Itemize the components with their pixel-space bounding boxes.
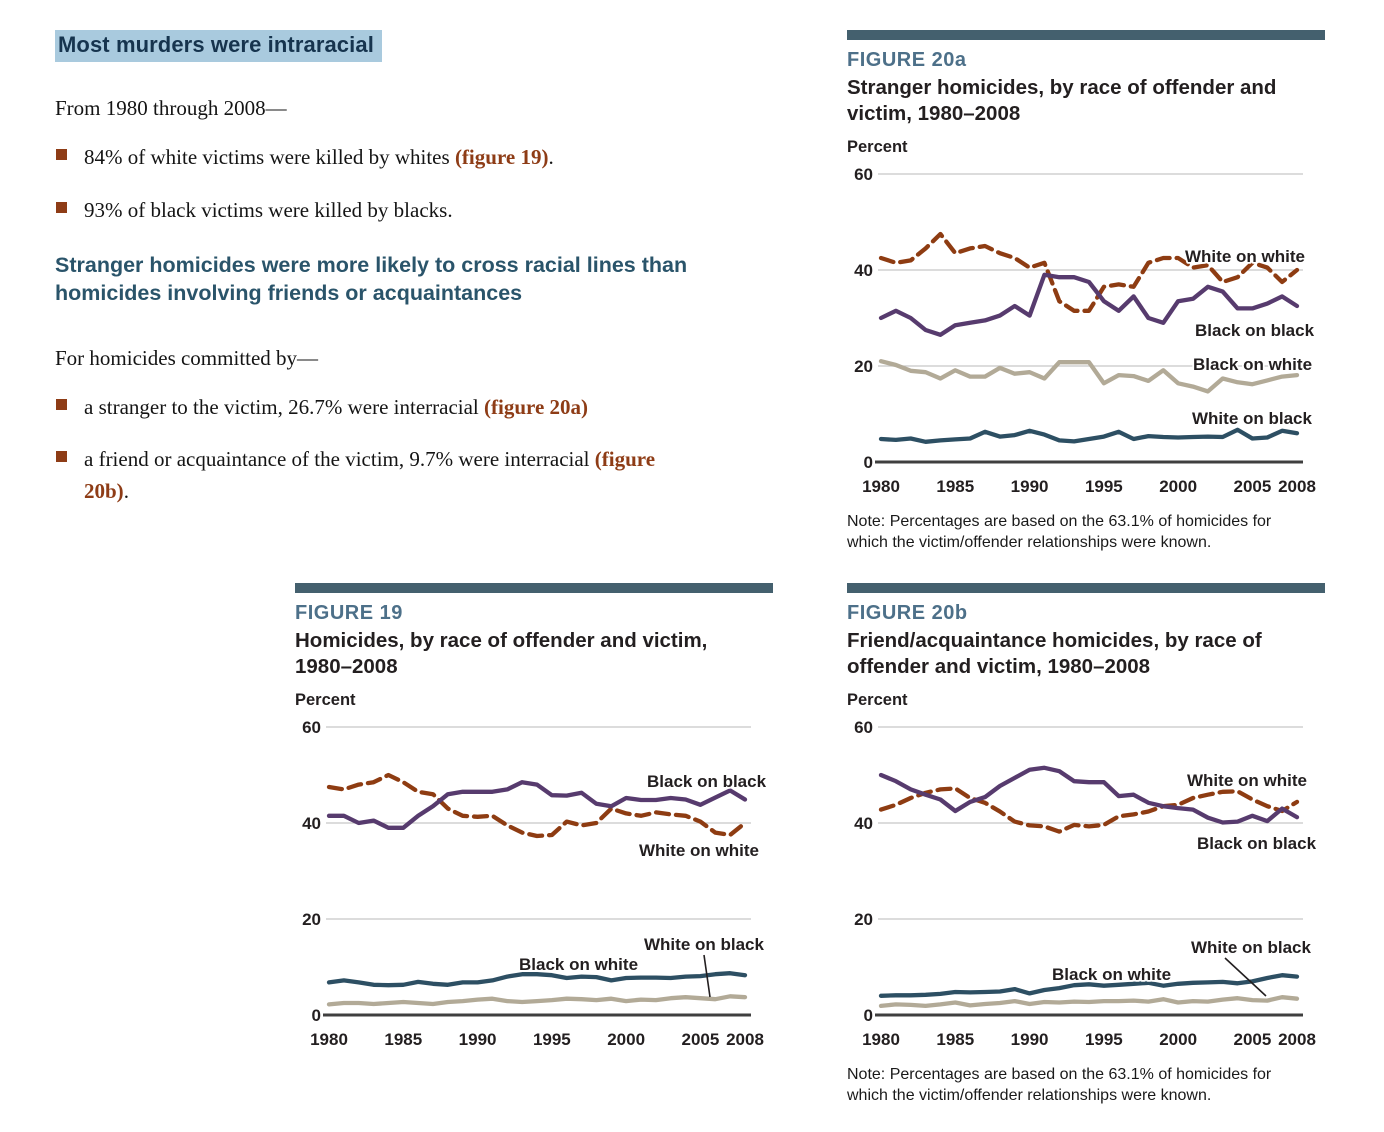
figure-19-label: FIGURE 19 bbox=[295, 602, 403, 624]
bullet-square-icon bbox=[56, 451, 67, 462]
bullet-item-stranger bbox=[55, 392, 715, 424]
figure-19-chart bbox=[295, 715, 773, 1062]
y-axis-label: Percent bbox=[847, 137, 908, 156]
svg-text:1995: 1995 bbox=[1084, 1029, 1123, 1049]
figure-19-ref[interactable]: (figure 19) bbox=[454, 145, 549, 169]
bullet-square-icon bbox=[56, 202, 67, 213]
bullet-text bbox=[84, 392, 588, 424]
svg-text:40: 40 bbox=[302, 813, 321, 833]
svg-text:Black on black: Black on black bbox=[1197, 833, 1317, 853]
figure-20b-ref[interactable]: (figure 20b) bbox=[84, 447, 656, 503]
bullet-text: 93% of black victims were killed by blacks. bbox=[84, 197, 453, 222]
bullet-item-friend bbox=[55, 444, 715, 507]
section-heading bbox=[55, 30, 767, 62]
svg-text:1985: 1985 bbox=[384, 1029, 423, 1049]
figure-20a-title: Stranger homicides, by race of offender and victim, 1980–2008 bbox=[847, 76, 1277, 125]
svg-text:1985: 1985 bbox=[936, 1029, 975, 1049]
svg-text:40: 40 bbox=[854, 260, 873, 280]
second-paragraph: For homicides committed by— bbox=[55, 345, 319, 370]
y-axis-label: Percent bbox=[847, 690, 908, 709]
svg-text:Black on black: Black on black bbox=[647, 771, 767, 791]
svg-text:White on white: White on white bbox=[1187, 770, 1307, 790]
svg-text:1980: 1980 bbox=[862, 1029, 900, 1049]
svg-text:Black on white: Black on white bbox=[1052, 964, 1172, 984]
svg-text:Black on white: Black on white bbox=[519, 954, 639, 974]
svg-text:1995: 1995 bbox=[532, 1029, 571, 1049]
figure-20a-ref[interactable]: (figure 20a) bbox=[484, 394, 589, 419]
bullet-text-lead: a stranger to the victim, 26.7% were interracial bbox=[84, 394, 485, 419]
figure-19-block bbox=[295, 583, 773, 1062]
figure-20a-block bbox=[847, 30, 1325, 553]
section-heading-highlight: Most murders were intraracial bbox=[55, 30, 382, 62]
figure-20a-chart bbox=[847, 162, 1325, 509]
svg-text:2008: 2008 bbox=[726, 1029, 764, 1049]
svg-text:20: 20 bbox=[854, 909, 873, 929]
svg-text:20: 20 bbox=[854, 356, 873, 376]
svg-text:60: 60 bbox=[302, 717, 321, 737]
figure-20b-block bbox=[847, 583, 1325, 1106]
svg-text:White on white: White on white bbox=[1185, 246, 1305, 266]
svg-text:White on white: White on white bbox=[639, 840, 759, 860]
intro-paragraph: From 1980 through 2008— bbox=[55, 96, 287, 120]
svg-text:40: 40 bbox=[854, 813, 873, 833]
svg-text:0: 0 bbox=[863, 452, 873, 472]
svg-text:1985: 1985 bbox=[936, 476, 975, 496]
bullet-square-icon bbox=[56, 399, 67, 410]
svg-text:0: 0 bbox=[311, 1005, 321, 1025]
svg-text:2005: 2005 bbox=[681, 1029, 720, 1049]
bullet-text bbox=[84, 444, 696, 507]
y-axis-label: Percent bbox=[295, 690, 356, 709]
figure-20b-label: FIGURE 20b bbox=[847, 602, 968, 624]
bullet-text-lead: 84% of white victims were killed by whites bbox=[84, 145, 455, 169]
svg-text:2008: 2008 bbox=[1278, 1029, 1316, 1049]
bullet-square-icon bbox=[56, 149, 67, 160]
figure-20b-chart bbox=[847, 715, 1325, 1062]
svg-text:2000: 2000 bbox=[1159, 1029, 1198, 1049]
figure-header-bar bbox=[295, 583, 773, 593]
svg-text:1995: 1995 bbox=[1084, 476, 1123, 496]
svg-text:2000: 2000 bbox=[1159, 476, 1198, 496]
figure-20b-note: Note: Percentages are based on the 63.1% of homicides for which the victim/offender relationships were known. bbox=[847, 1065, 1272, 1104]
figure-20b-title: Friend/acquaintance homicides, by race of offender and victim, 1980–2008 bbox=[847, 629, 1262, 678]
svg-text:2005: 2005 bbox=[1233, 476, 1272, 496]
bullet-item-black-victims bbox=[55, 195, 715, 227]
svg-text:1990: 1990 bbox=[458, 1029, 497, 1049]
svg-text:1980: 1980 bbox=[310, 1029, 348, 1049]
bullet-text bbox=[84, 142, 554, 174]
text-column bbox=[55, 30, 767, 507]
svg-text:2008: 2008 bbox=[1278, 476, 1316, 496]
figure-19-title: Homicides, by race of offender and victim, 1980–2008 bbox=[295, 629, 708, 678]
svg-text:2005: 2005 bbox=[1233, 1029, 1272, 1049]
svg-text:1990: 1990 bbox=[1010, 1029, 1049, 1049]
svg-text:1980: 1980 bbox=[862, 476, 900, 496]
bullet-text-suffix: . bbox=[548, 145, 554, 169]
sub-heading: Stranger homicides were more likely to cross racial lines than homicides involving friends or acquaintances bbox=[55, 253, 688, 305]
figure-20a-note: Note: Percentages are based on the 63.1% of homicides for which the victim/offender relationships were known. bbox=[847, 512, 1272, 551]
svg-text:1990: 1990 bbox=[1010, 476, 1049, 496]
svg-text:0: 0 bbox=[863, 1005, 873, 1025]
figure-header-bar bbox=[847, 583, 1325, 593]
svg-text:Black on white: Black on white bbox=[1193, 354, 1313, 374]
bullet-item-white-victims bbox=[55, 142, 715, 174]
bullet-text-lead: a friend or acquaintance of the victim, 9.7% were interracial bbox=[84, 447, 595, 472]
svg-text:White on black: White on black bbox=[644, 934, 764, 954]
svg-text:Black on black: Black on black bbox=[1195, 320, 1315, 340]
svg-text:60: 60 bbox=[854, 717, 873, 737]
svg-text:2000: 2000 bbox=[607, 1029, 646, 1049]
svg-text:White on black: White on black bbox=[1192, 408, 1312, 428]
figure-header-bar bbox=[847, 30, 1325, 40]
svg-text:20: 20 bbox=[302, 909, 321, 929]
svg-text:60: 60 bbox=[854, 164, 873, 184]
svg-text:White on black: White on black bbox=[1191, 937, 1311, 957]
figure-20a-label: FIGURE 20a bbox=[847, 49, 967, 71]
bullet-text-suffix: . bbox=[123, 478, 129, 503]
